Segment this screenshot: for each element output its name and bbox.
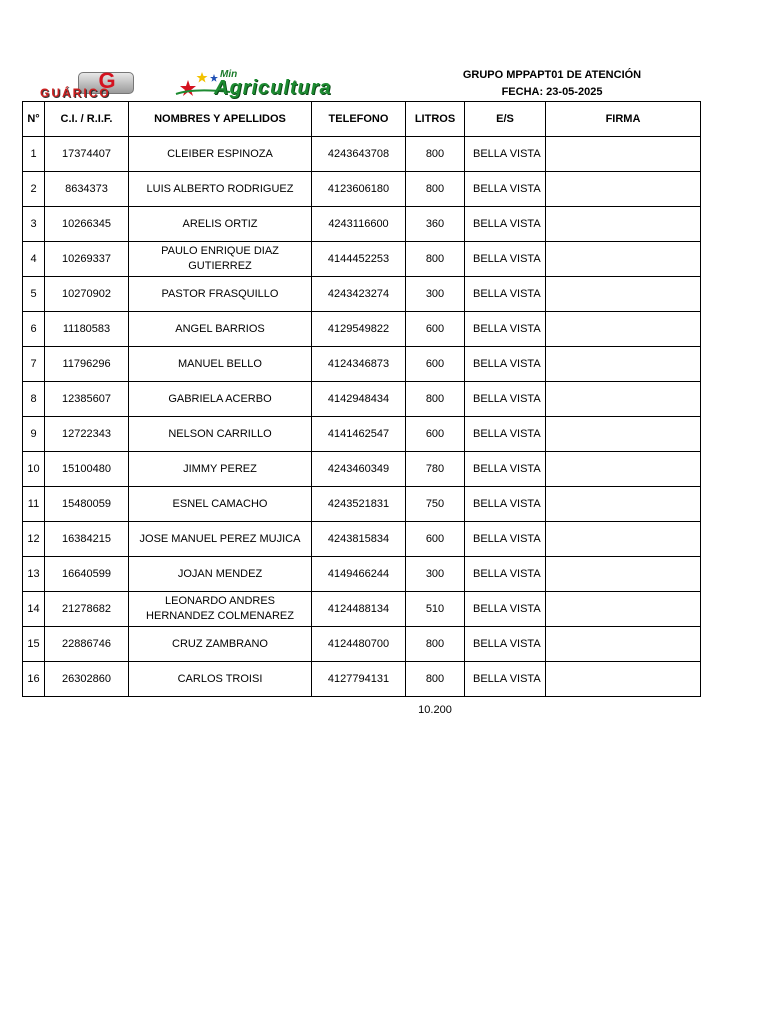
cell-ci: 12385607 — [45, 382, 129, 417]
cell-station: BELLA VISTA — [465, 487, 546, 522]
cell-liters: 800 — [406, 382, 465, 417]
ministry-small-text: Min — [220, 69, 238, 80]
column-header-station: E/S — [465, 102, 546, 137]
column-header-ci: C.I. / R.I.F. — [45, 102, 129, 137]
guarico-text: GUÁRICO — [40, 86, 111, 100]
date-label: FECHA: 23-05-2025 — [501, 86, 603, 98]
cell-name: CRUZ ZAMBRANO — [129, 627, 312, 662]
table-header-row — [23, 102, 701, 137]
cell-station: BELLA VISTA — [465, 277, 546, 312]
document-header — [430, 67, 674, 101]
cell-ci: 15100480 — [45, 452, 129, 487]
cell-ci: 26302860 — [45, 662, 129, 697]
cell-liters: 800 — [406, 137, 465, 172]
cell-liters: 600 — [406, 347, 465, 382]
cell-phone: 4141462547 — [312, 417, 406, 452]
cell-number: 10 — [23, 452, 45, 487]
cell-name: NELSON CARRILLO — [129, 417, 312, 452]
cell-name: ANGEL BARRIOS — [129, 312, 312, 347]
cell-signature — [546, 137, 701, 172]
cell-phone: 4127794131 — [312, 662, 406, 697]
table-row — [23, 487, 701, 522]
cell-ci: 10266345 — [45, 207, 129, 242]
cell-liters: 750 — [406, 487, 465, 522]
cell-name: ESNEL CAMACHO — [129, 487, 312, 522]
cell-phone: 4144452253 — [312, 242, 406, 277]
cell-name: PAULO ENRIQUE DIAZ GUTIERREZ — [129, 242, 312, 277]
column-header-liters: LITROS — [406, 102, 465, 137]
cell-ci: 11180583 — [45, 312, 129, 347]
table-row — [23, 277, 701, 312]
column-header-signature: FIRMA — [546, 102, 701, 137]
cell-ci: 22886746 — [45, 627, 129, 662]
cell-liters: 600 — [406, 312, 465, 347]
column-header-phone: TELEFONO — [312, 102, 406, 137]
cell-station: BELLA VISTA — [465, 312, 546, 347]
cell-signature — [546, 172, 701, 207]
cell-phone: 4149466244 — [312, 557, 406, 592]
cell-station: BELLA VISTA — [465, 592, 546, 627]
cell-ci: 8634373 — [45, 172, 129, 207]
cell-number: 5 — [23, 277, 45, 312]
cell-ci: 16384215 — [45, 522, 129, 557]
cell-signature — [546, 592, 701, 627]
cell-phone: 4124346873 — [312, 347, 406, 382]
cell-ci: 17374407 — [45, 137, 129, 172]
cell-station: BELLA VISTA — [465, 522, 546, 557]
cell-phone: 4129549822 — [312, 312, 406, 347]
cell-phone: 4243116600 — [312, 207, 406, 242]
cell-liters: 800 — [406, 172, 465, 207]
beneficiary-table — [22, 101, 701, 697]
cell-phone: 4243423274 — [312, 277, 406, 312]
cell-ci: 16640599 — [45, 557, 129, 592]
cell-station: BELLA VISTA — [465, 662, 546, 697]
cell-phone: 4243460349 — [312, 452, 406, 487]
cell-number: 7 — [23, 347, 45, 382]
cell-signature — [546, 557, 701, 592]
table-row — [23, 662, 701, 697]
ministry-agriculture-logo — [174, 70, 406, 100]
cell-number: 11 — [23, 487, 45, 522]
cell-phone: 4124480700 — [312, 627, 406, 662]
cell-station: BELLA VISTA — [465, 242, 546, 277]
table-row — [23, 627, 701, 662]
cell-number: 4 — [23, 242, 45, 277]
table-row — [23, 312, 701, 347]
column-header-name: NOMBRES Y APELLIDOS — [129, 102, 312, 137]
cell-number: 8 — [23, 382, 45, 417]
cell-signature — [546, 277, 701, 312]
cell-name: ARELIS ORTIZ — [129, 207, 312, 242]
cell-signature — [546, 207, 701, 242]
table-row — [23, 452, 701, 487]
cell-station: BELLA VISTA — [465, 417, 546, 452]
cell-phone: 4243521831 — [312, 487, 406, 522]
cell-name: JOJAN MENDEZ — [129, 557, 312, 592]
cell-name: MANUEL BELLO — [129, 347, 312, 382]
cell-signature — [546, 627, 701, 662]
cell-liters: 360 — [406, 207, 465, 242]
table-row — [23, 382, 701, 417]
table-row — [23, 137, 701, 172]
cell-phone: 4124488134 — [312, 592, 406, 627]
cell-liters: 800 — [406, 662, 465, 697]
table-row — [23, 592, 701, 627]
cell-number: 15 — [23, 627, 45, 662]
cell-ci: 10269337 — [45, 242, 129, 277]
cell-name: LEONARDO ANDRES HERNANDEZ COLMENAREZ — [129, 592, 312, 627]
cell-liters: 300 — [406, 557, 465, 592]
cell-name: CARLOS TROISI — [129, 662, 312, 697]
cell-ci: 11796296 — [45, 347, 129, 382]
table-row — [23, 207, 701, 242]
cell-phone: 4243815834 — [312, 522, 406, 557]
cell-number: 13 — [23, 557, 45, 592]
cell-liters: 780 — [406, 452, 465, 487]
cell-name: PASTOR FRASQUILLO — [129, 277, 312, 312]
column-header-number: N° — [23, 102, 45, 137]
cell-station: BELLA VISTA — [465, 347, 546, 382]
cell-phone: 4243643708 — [312, 137, 406, 172]
cell-signature — [546, 417, 701, 452]
cell-number: 6 — [23, 312, 45, 347]
header-logos — [38, 70, 408, 102]
cell-station: BELLA VISTA — [465, 207, 546, 242]
cell-signature — [546, 382, 701, 417]
cell-ci: 15480059 — [45, 487, 129, 522]
cell-ci: 21278682 — [45, 592, 129, 627]
cell-liters: 510 — [406, 592, 465, 627]
cell-station: BELLA VISTA — [465, 172, 546, 207]
cell-number: 1 — [23, 137, 45, 172]
cell-liters: 800 — [406, 627, 465, 662]
cell-phone: 4142948434 — [312, 382, 406, 417]
cell-liters: 300 — [406, 277, 465, 312]
table-row — [23, 242, 701, 277]
cell-number: 16 — [23, 662, 45, 697]
cell-liters: 600 — [406, 522, 465, 557]
cell-signature — [546, 487, 701, 522]
group-title: GRUPO MPPAPT01 DE ATENCIÓN — [462, 69, 642, 81]
cell-signature — [546, 312, 701, 347]
table-row — [23, 347, 701, 382]
cell-name: GABRIELA ACERBO — [129, 382, 312, 417]
cell-name: LUIS ALBERTO RODRIGUEZ — [129, 172, 312, 207]
cell-name: JOSE MANUEL PEREZ MUJICA — [129, 522, 312, 557]
cell-station: BELLA VISTA — [465, 137, 546, 172]
cell-number: 14 — [23, 592, 45, 627]
cell-ci: 10270902 — [45, 277, 129, 312]
cell-number: 3 — [23, 207, 45, 242]
cell-station: BELLA VISTA — [465, 452, 546, 487]
cell-station: BELLA VISTA — [465, 557, 546, 592]
cell-liters: 600 — [406, 417, 465, 452]
cell-number: 12 — [23, 522, 45, 557]
cell-station: BELLA VISTA — [465, 382, 546, 417]
cell-phone: 4123606180 — [312, 172, 406, 207]
table-row — [23, 172, 701, 207]
table-row — [23, 522, 701, 557]
cell-name: JIMMY PEREZ — [129, 452, 312, 487]
guarico-logo — [38, 70, 170, 100]
cell-liters: 800 — [406, 242, 465, 277]
cell-name: CLEIBER ESPINOZA — [129, 137, 312, 172]
table-row — [23, 557, 701, 592]
cell-number: 2 — [23, 172, 45, 207]
table-row — [23, 417, 701, 452]
cell-signature — [546, 522, 701, 557]
guarico-letter: G — [98, 68, 116, 93]
cell-signature — [546, 662, 701, 697]
cell-number: 9 — [23, 417, 45, 452]
cell-signature — [546, 347, 701, 382]
ministry-main-text: Agricultura — [214, 77, 332, 99]
cell-signature — [546, 452, 701, 487]
total-liters: 10.200 — [418, 704, 452, 716]
cell-station: BELLA VISTA — [465, 627, 546, 662]
cell-signature — [546, 242, 701, 277]
cell-ci: 12722343 — [45, 417, 129, 452]
